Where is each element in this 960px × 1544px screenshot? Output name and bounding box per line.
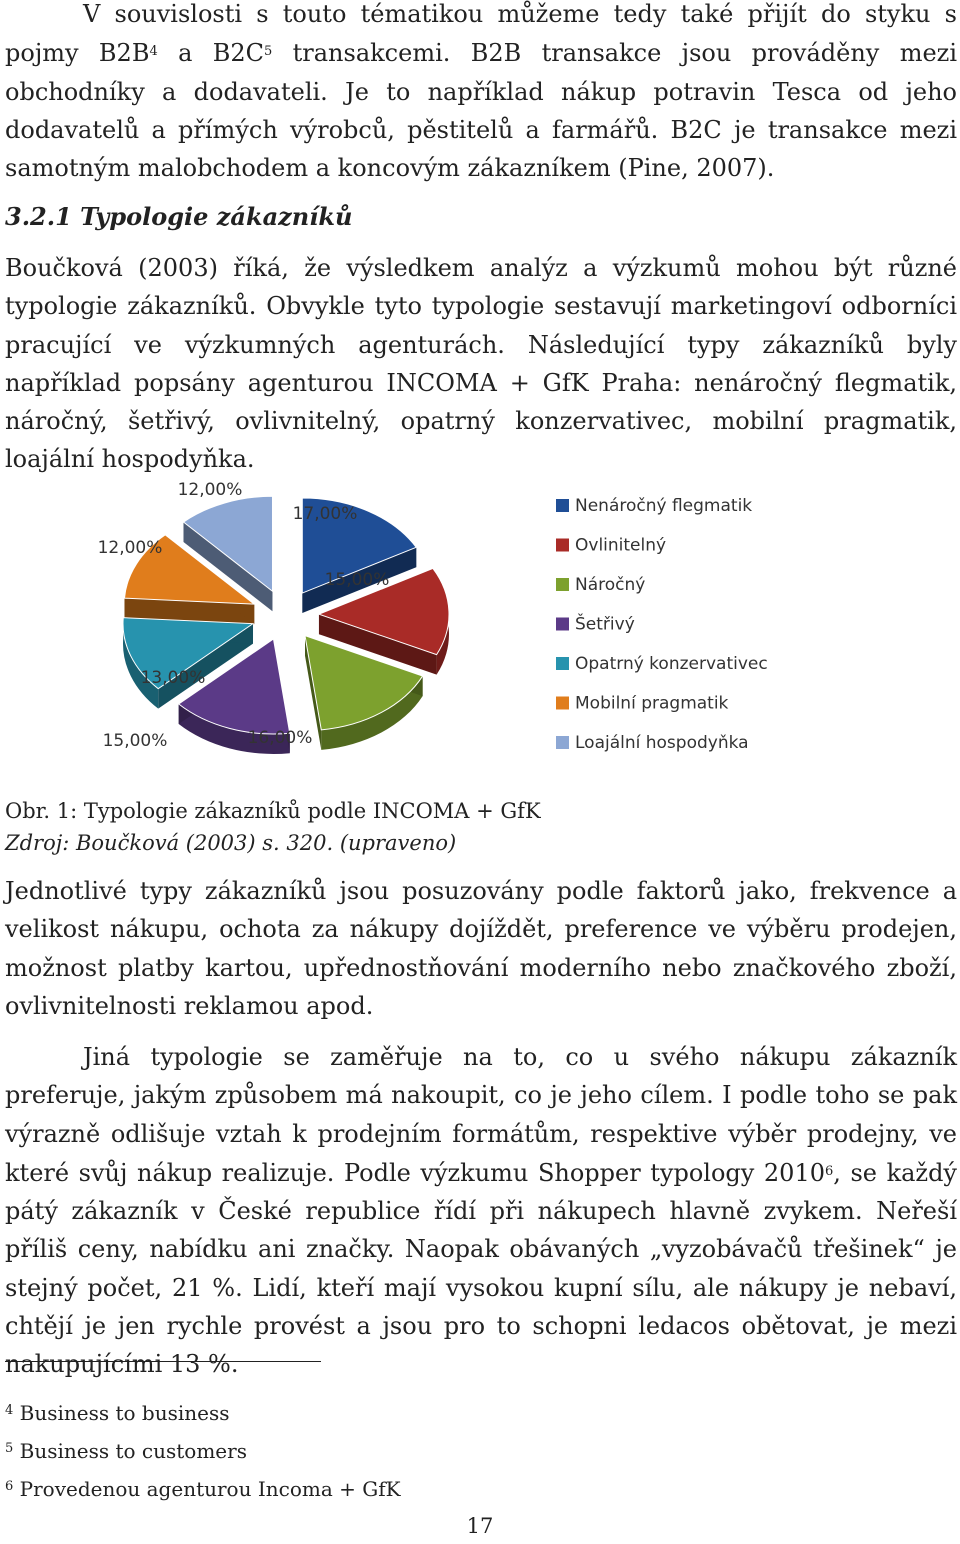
footnote-separator <box>5 1361 321 1362</box>
footnote-6: $^6$ Provedenou agenturou Incoma + GfK <box>5 1477 401 1501</box>
legend-swatch-setrivy <box>556 618 569 631</box>
legend-label-mobilni-pragmatik: Mobilní pragmatik <box>575 693 729 714</box>
factors-paragraph: Jednotlivé typy zákazníků jsou posuzovány podle faktorů jako, frekvence a velikost nákupu, ochota za nákupy dojíždět, preference ve výběru prodejen, možnost platby kartou, upřednostňování moderního nebo značkového zboží, ovlivnitelnosti reklamou apod. <box>5 877 957 1020</box>
legend-swatch-loajalni-hospodynka <box>556 736 569 749</box>
data-label-mobilni-pragmatik: 12,00% <box>97 538 163 558</box>
data-label-narocny: 16,00% <box>247 728 313 748</box>
figure-caption: Obr. 1: Typologie zákazníků podle INCOMA + GfK <box>5 799 541 823</box>
data-label-opatrny-konzervativec: 13,00% <box>140 668 206 688</box>
typology-paragraph: Boučková (2003) říká, že výsledkem analýz a výzkumů mohou být různé typologie zákazníků. Obvykle tyto typologie sestavují marketingoví odborníci pracující ve výzkumných agenturách. Následující typy zákazníků byly například popsány agenturou INCOMA + GfK Praha: nenáročný flegmatik, náročný, šetřivý, ovlivnitelný, opatrný konzervativec, mobilní pragmatik, loajální hospodyňka. <box>5 254 957 474</box>
data-label-nenarocny-flegmatik: 17,00% <box>292 504 358 524</box>
legend-swatch-mobilni-pragmatik <box>556 697 569 710</box>
page-number: 17 <box>466 1514 494 1538</box>
customer-typology-pie-chart <box>0 470 960 790</box>
figure-source: Zdroj: Boučková (2003) s. 320. (upraveno) <box>5 831 457 855</box>
footnote-4: $^4$ Business to business <box>5 1401 230 1425</box>
intro-paragraph: V souvislosti s touto tématikou můžeme tedy také přijít do styku s pojmy $B2B^4$ a $B2C^5$ transakcemi. B2B transakce jsou prováděny mezi obchodníky a dodavateli. Je to například nákup potravin Tesca od jeho dodavatelů a přímých výrobců, pěstitelů a farmářů. B2C je transakce mezi samotným malobchodem a koncovým zákazníkem (Pine, 2007). <box>5 0 957 183</box>
section-heading: 3.2.1 Typologie zákazníků <box>5 202 353 231</box>
legend-label-opatrny-konzervativec: Opatrný konzervativec <box>575 654 768 674</box>
legend-label-loajalni-hospodynka: Loajální hospodyňka <box>575 733 749 753</box>
footnote-5: $^5$ Business to customers <box>5 1439 247 1463</box>
legend-swatch-narocny <box>556 578 569 591</box>
legend-swatch-opatrny-konzervativec <box>556 657 569 670</box>
data-label-ovlinitelny: 15,00% <box>324 570 390 590</box>
shopper-typology-paragraph: Jiná typologie se zaměřuje na to, co u svého nákupu zákazník preferuje, jakým způsobem má nakoupit, co je jeho cílem. I podle toho se pak výrazně odlišuje vztah k prodejním formátům, respektive výběr prodejny, ve které svůj nákup realizuje. Podle výzkumu Shopper typology 2010$^6$, se každý pátý zákazník v České republice řídí při nákupech hlavně zvykem. Neřeší příliš ceny, nabídku ani značky. Naopak obávaných „vyzobávačů třešinek“ je stejný počet, 21 %. Lidí, kteří mají vysokou kupní sílu, ale nákupy je nebaví, chtějí je jen rychle provést a jsou pro to schopni ledacos obětovat, je mezi nakupujícími 13 %. <box>5 1043 957 1379</box>
legend-label-nenarocny-flegmatik: Nenáročný flegmatik <box>575 496 753 516</box>
legend-label-narocny: Náročný <box>575 575 646 595</box>
data-label-loajalni-hospodynka: 12,00% <box>177 480 243 500</box>
legend-swatch-ovlinitelny <box>556 539 569 552</box>
legend-label-ovlinitelny: Ovlinitelný <box>575 535 667 556</box>
legend-swatch-nenarocny-flegmatik <box>556 499 569 512</box>
data-label-setrivy: 15,00% <box>102 731 168 751</box>
legend-label-setrivy: Šetřivý <box>575 614 635 635</box>
